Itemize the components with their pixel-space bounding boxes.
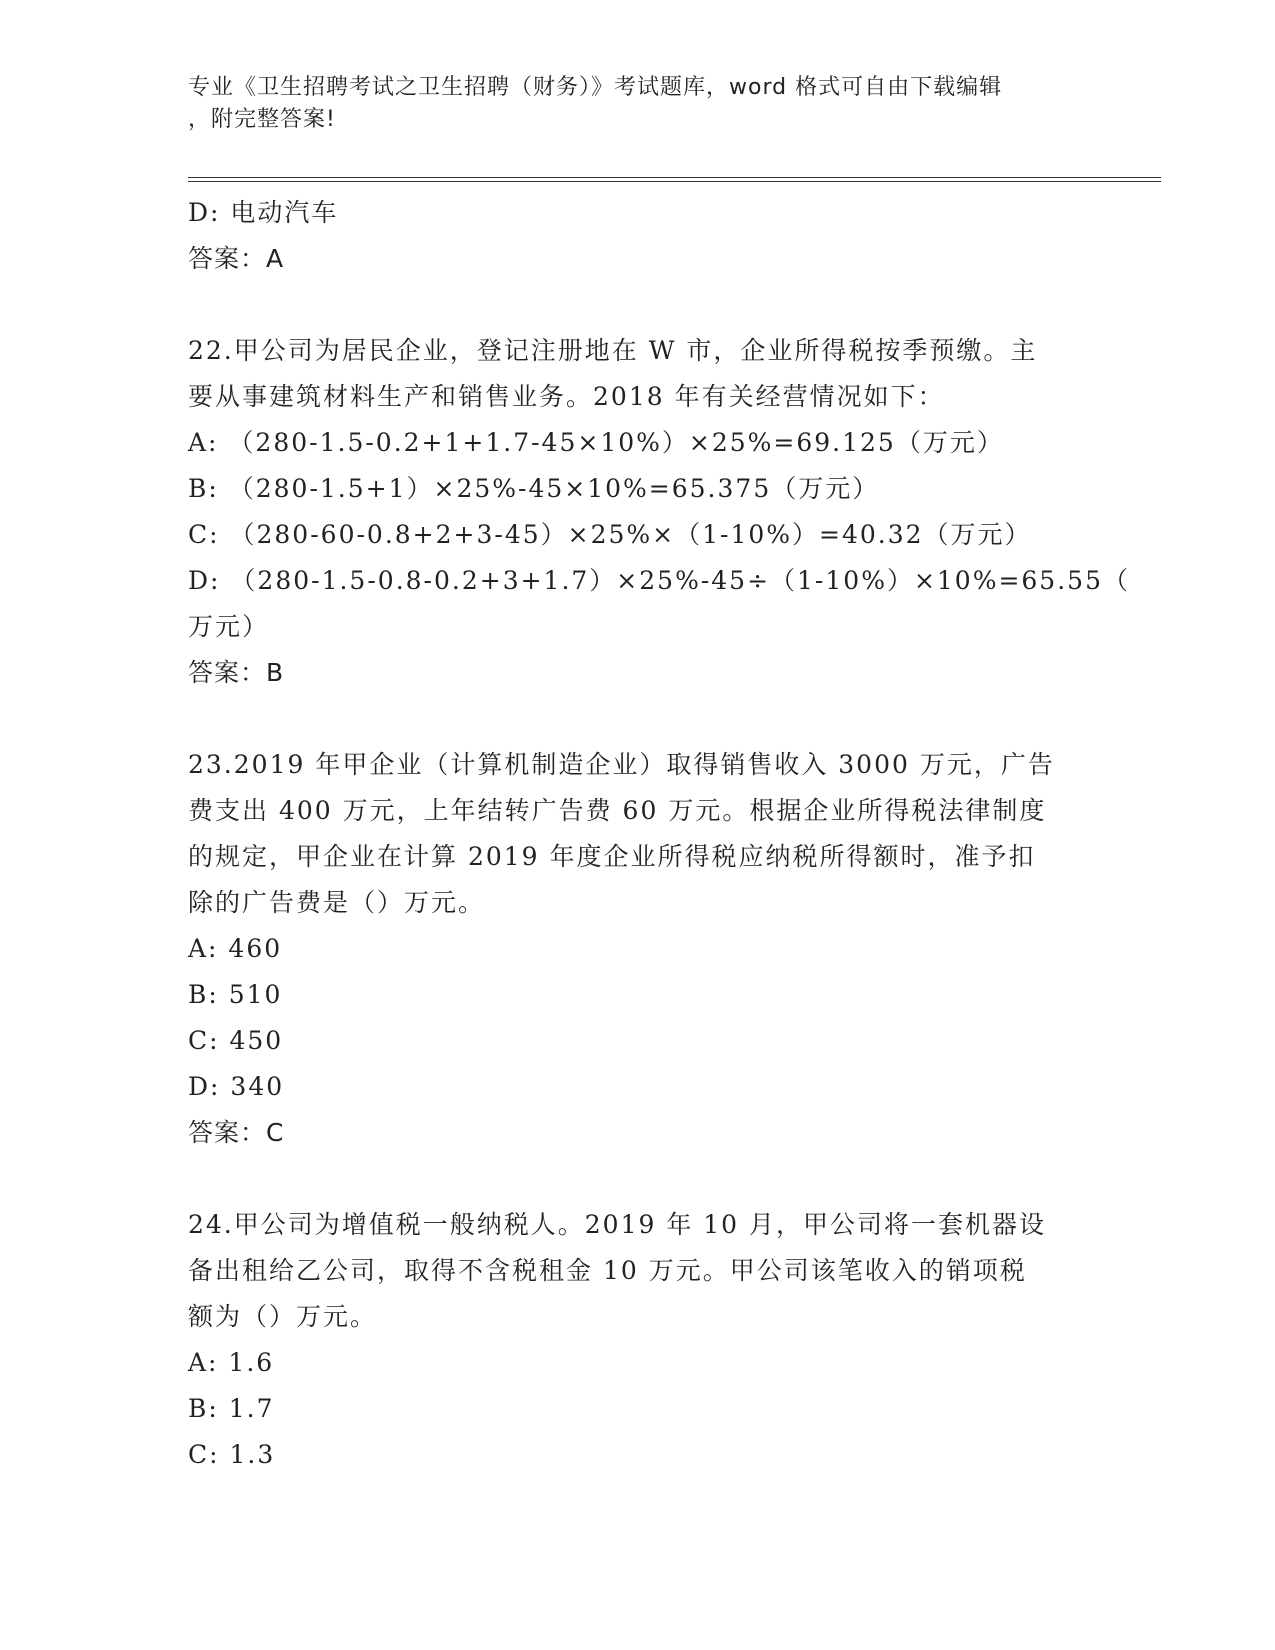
header-divider [188, 177, 1161, 182]
q22-option-b: B: （280-1.5+1）×25%-45×10%=65.375（万元） [188, 474, 880, 503]
spacer [188, 696, 1088, 742]
q21-answer: 答案：A [188, 244, 285, 273]
q24-stem-line-1: 24.甲公司为增值税一般纳税人。2019 年 10 月，甲公司将一套机器设 [188, 1210, 1047, 1239]
header-line-1: 专业《卫生招聘考试之卫生招聘（财务）》考试题库，word 格式可自由下载编辑 [188, 75, 1003, 100]
q22-stem-line-1: 22.甲公司为居民企业，登记注册地在 W 市，企业所得税按季预缴。主 [188, 336, 1038, 365]
header-line-2: ，附完整答案! [188, 107, 336, 132]
q22-answer: 答案：B [188, 658, 285, 687]
q23-stem-line-1: 23.2019 年甲企业（计算机制造企业）取得销售收入 3000 万元，广告 [188, 750, 1055, 779]
question-22 [188, 328, 1130, 696]
q23-option-b: B: 510 [188, 980, 283, 1009]
q23-option-c: C: 450 [188, 1026, 284, 1055]
q24-option-b: B: 1.7 [188, 1394, 275, 1423]
document-body [188, 190, 1130, 1478]
q22-option-c: C: （280-60-0.8+2+3-45）×25%×（1-10%）=40.32（万元） [188, 520, 1032, 549]
q21-option-d: D: 电动汽车 [188, 198, 339, 227]
question-24 [188, 1202, 1088, 1478]
spacer [188, 282, 1088, 328]
question-21-tail [188, 190, 1088, 282]
q23-stem-line-3: 的规定，甲企业在计算 2019 年度企业所得税应纳税所得额时，准予扣 [188, 842, 1036, 871]
q22-option-d-line-2: 万元） [188, 612, 270, 641]
q24-stem-line-3: 额为（）万元。 [188, 1302, 378, 1331]
q23-answer: 答案：C [188, 1118, 285, 1147]
q23-option-d: D: 340 [188, 1072, 285, 1101]
q22-option-a: A: （280-1.5-0.2+1+1.7-45×10%）×25%=69.125（万元） [188, 428, 1004, 457]
question-23 [188, 742, 1088, 1156]
q22-option-d-line-1: D: （280-1.5-0.8-0.2+3+1.7）×25%-45÷（1-10%）×10%=65.55（ [188, 566, 1130, 595]
q23-stem-line-4: 除的广告费是（）万元。 [188, 888, 486, 917]
q22-stem-line-2: 要从事建筑材料生产和销售业务。2018 年有关经营情况如下： [188, 382, 945, 411]
q23-stem-line-2: 费支出 400 万元，上年结转广告费 60 万元。根据企业所得税法律制度 [188, 796, 1047, 825]
q24-option-c: C: 1.3 [188, 1440, 276, 1469]
q24-stem-line-2: 备出租给乙公司，取得不含税租金 10 万元。甲公司该笔收入的销项税 [188, 1256, 1027, 1285]
q24-option-a: A: 1.6 [188, 1348, 275, 1377]
spacer [188, 1156, 1088, 1202]
document-header [188, 72, 1088, 136]
q23-option-a: A: 460 [188, 934, 283, 963]
